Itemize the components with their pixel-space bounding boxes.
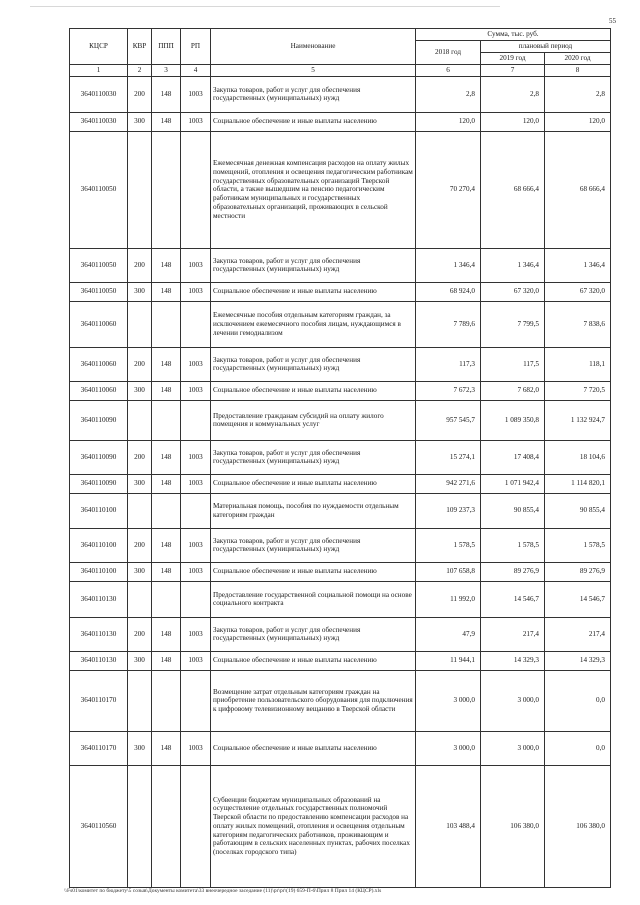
table-row: [70, 581, 611, 617]
rp-cell: 1003: [181, 440, 211, 474]
ppp-cell: [152, 301, 181, 347]
table-row: [70, 493, 611, 528]
kcsr-cell: 3640110130: [70, 617, 128, 651]
header-name: Наименование: [211, 29, 416, 65]
kcsr-cell: 3640110100: [70, 528, 128, 562]
rp-cell: 1003: [181, 112, 211, 131]
amount-2020-cell: 1 578,5: [545, 528, 611, 562]
table-row: [70, 112, 611, 131]
amount-2018-cell: 68 924,0: [416, 282, 481, 301]
amount-2019-cell: 2,8: [481, 76, 545, 112]
kvr-cell: 300: [128, 381, 152, 400]
amount-2018-cell: 957 545,7: [416, 400, 481, 440]
table-body: [70, 29, 611, 888]
table-row: [70, 670, 611, 731]
amount-2018-cell: 11 944,1: [416, 651, 481, 670]
ppp-cell: 148: [152, 651, 181, 670]
amount-2020-cell: 1 132 924,7: [545, 400, 611, 440]
amount-2019-cell: 117,5: [481, 347, 545, 381]
amount-2019-cell: 120,0: [481, 112, 545, 131]
header-amount: Сумма, тыс. руб.: [416, 29, 611, 41]
ppp-cell: [152, 400, 181, 440]
rp-cell: [181, 581, 211, 617]
table-row: [70, 381, 611, 400]
name-cell: Материальная помощь, пособия по нуждаемости отдельным категориям граждан: [211, 493, 416, 528]
header-kcsr: КЦСР: [70, 29, 128, 65]
header-kvr: КВР: [128, 29, 152, 65]
ppp-cell: 148: [152, 528, 181, 562]
table-row: [70, 765, 611, 887]
column-number-row: [70, 65, 611, 77]
table-row: [70, 562, 611, 581]
amount-2018-cell: 942 271,6: [416, 474, 481, 493]
amount-2018-cell: 11 992,0: [416, 581, 481, 617]
kvr-cell: [128, 301, 152, 347]
kcsr-cell: 3640110050: [70, 282, 128, 301]
kvr-cell: 300: [128, 112, 152, 131]
amount-2019-cell: 3 000,0: [481, 731, 545, 765]
name-cell: Социальное обеспечение и иные выплаты населению: [211, 282, 416, 301]
amount-2019-cell: 1 071 942,4: [481, 474, 545, 493]
kcsr-cell: 3640110050: [70, 248, 128, 282]
col-number: 7: [481, 65, 545, 77]
kcsr-cell: 3640110100: [70, 493, 128, 528]
rp-cell: [181, 131, 211, 248]
amount-2018-cell: 15 274,1: [416, 440, 481, 474]
kvr-cell: 200: [128, 347, 152, 381]
page-number: 55: [609, 17, 616, 25]
amount-2018-cell: 7 789,6: [416, 301, 481, 347]
rp-cell: 1003: [181, 248, 211, 282]
amount-2020-cell: 1 114 820,1: [545, 474, 611, 493]
rp-cell: [181, 493, 211, 528]
amount-2020-cell: 14 546,7: [545, 581, 611, 617]
amount-2019-cell: 1 346,4: [481, 248, 545, 282]
kvr-cell: 200: [128, 76, 152, 112]
table-row: [70, 617, 611, 651]
name-cell: Социальное обеспечение и иные выплаты населению: [211, 112, 416, 131]
amount-2020-cell: 0,0: [545, 670, 611, 731]
name-cell: Закупка товаров, работ и услуг для обеспечения государственных (муниципальных) нужд: [211, 76, 416, 112]
kvr-cell: 300: [128, 282, 152, 301]
amount-2020-cell: 2,8: [545, 76, 611, 112]
amount-2018-cell: 107 658,8: [416, 562, 481, 581]
amount-2019-cell: 3 000,0: [481, 670, 545, 731]
rp-cell: 1003: [181, 562, 211, 581]
col-number: 6: [416, 65, 481, 77]
rp-cell: 1003: [181, 474, 211, 493]
ppp-cell: 148: [152, 282, 181, 301]
name-cell: Предоставление государственной социальной помощи на основе социального контракта: [211, 581, 416, 617]
amount-2018-cell: 1 578,5: [416, 528, 481, 562]
table-row: [70, 76, 611, 112]
amount-2020-cell: 67 320,0: [545, 282, 611, 301]
amount-2019-cell: 14 329,3: [481, 651, 545, 670]
kvr-cell: 200: [128, 440, 152, 474]
amount-2019-cell: 1 578,5: [481, 528, 545, 562]
kvr-cell: 200: [128, 248, 152, 282]
amount-2018-cell: 3 000,0: [416, 731, 481, 765]
table-row: [70, 528, 611, 562]
kcsr-cell: 3640110090: [70, 400, 128, 440]
kvr-cell: 300: [128, 651, 152, 670]
header-2019: 2019 год: [481, 53, 545, 65]
kvr-cell: [128, 581, 152, 617]
rp-cell: [181, 400, 211, 440]
name-cell: Ежемесячные пособия отдельным категориям граждан, за исключением ежемесячного пособия лицам, нуждающимся в лечении гемодиализом: [211, 301, 416, 347]
col-number: 5: [211, 65, 416, 77]
kcsr-cell: 3640110130: [70, 651, 128, 670]
kvr-cell: 300: [128, 731, 152, 765]
kcsr-cell: 3640110060: [70, 381, 128, 400]
rp-cell: 1003: [181, 651, 211, 670]
name-cell: Социальное обеспечение и иные выплаты населению: [211, 562, 416, 581]
rp-cell: [181, 301, 211, 347]
kcsr-cell: 3640110170: [70, 670, 128, 731]
amount-2019-cell: 17 408,4: [481, 440, 545, 474]
header-row: [70, 29, 611, 41]
ppp-cell: [152, 493, 181, 528]
rp-cell: 1003: [181, 617, 211, 651]
amount-2020-cell: 90 855,4: [545, 493, 611, 528]
name-cell: Закупка товаров, работ и услуг для обеспечения государственных (муниципальных) нужд: [211, 440, 416, 474]
kvr-cell: [128, 131, 152, 248]
amount-2019-cell: 106 380,0: [481, 765, 545, 887]
table-row: [70, 131, 611, 248]
rp-cell: 1003: [181, 381, 211, 400]
kcsr-cell: 3640110030: [70, 112, 128, 131]
kcsr-cell: 3640110560: [70, 765, 128, 887]
amount-2018-cell: 7 672,3: [416, 381, 481, 400]
ppp-cell: [152, 765, 181, 887]
amount-2019-cell: 7 799,5: [481, 301, 545, 347]
kcsr-cell: 3640110170: [70, 731, 128, 765]
name-cell: Субвенции бюджетам муниципальных образований на осуществление отдельных государственных полномочий Тверской области по предоставлению компенсации расходов на оплату жилых помещений, отопления и освещения отдельным категориям педагогических работников, проживающим и работающим в сельских населенных пунктах, рабочих поселках (поселках городского типа): [211, 765, 416, 887]
ppp-cell: 148: [152, 347, 181, 381]
table-row: [70, 301, 611, 347]
amount-2019-cell: 68 666,4: [481, 131, 545, 248]
amount-2019-cell: 1 089 350,8: [481, 400, 545, 440]
name-cell: Предоставление гражданам субсидий на оплату жилого помещения и коммунальных услуг: [211, 400, 416, 440]
amount-2018-cell: 70 270,4: [416, 131, 481, 248]
amount-2020-cell: 18 104,6: [545, 440, 611, 474]
kvr-cell: [128, 670, 152, 731]
footer-file-path: \\Fs01\комитет по бюджету\5 созыв\Документы комитета\33 внеочередное заседание (11)\pr\pr\(19) 659-П-6\Прил 8 Прил 14 (КЦСР).xls: [64, 888, 382, 894]
col-number: 8: [545, 65, 611, 77]
rp-cell: 1003: [181, 528, 211, 562]
table-row: [70, 248, 611, 282]
ppp-cell: 148: [152, 76, 181, 112]
table-row: [70, 651, 611, 670]
kvr-cell: 200: [128, 528, 152, 562]
kcsr-cell: 3640110060: [70, 301, 128, 347]
ppp-cell: 148: [152, 440, 181, 474]
col-number: 2: [128, 65, 152, 77]
name-cell: Закупка товаров, работ и услуг для обеспечения государственных (муниципальных) нужд: [211, 617, 416, 651]
amount-2020-cell: 106 380,0: [545, 765, 611, 887]
kvr-cell: [128, 400, 152, 440]
col-number: 1: [70, 65, 128, 77]
amount-2018-cell: 2,8: [416, 76, 481, 112]
amount-2020-cell: 89 276,9: [545, 562, 611, 581]
kvr-cell: [128, 765, 152, 887]
table-row: [70, 731, 611, 765]
name-cell: Закупка товаров, работ и услуг для обеспечения государственных (муниципальных) нужд: [211, 528, 416, 562]
amount-2020-cell: 1 346,4: [545, 248, 611, 282]
amount-2020-cell: 0,0: [545, 731, 611, 765]
ppp-cell: 148: [152, 617, 181, 651]
kvr-cell: 300: [128, 562, 152, 581]
col-number: 3: [152, 65, 181, 77]
table-row: [70, 474, 611, 493]
table-row: [70, 282, 611, 301]
scan-artifact-line: [30, 6, 500, 7]
ppp-cell: [152, 131, 181, 248]
amount-2018-cell: 1 346,4: [416, 248, 481, 282]
amount-2019-cell: 7 682,0: [481, 381, 545, 400]
amount-2018-cell: 103 488,4: [416, 765, 481, 887]
amount-2019-cell: 14 546,7: [481, 581, 545, 617]
name-cell: Социальное обеспечение и иные выплаты населению: [211, 474, 416, 493]
table-row: [70, 347, 611, 381]
ppp-cell: [152, 581, 181, 617]
amount-2019-cell: 67 320,0: [481, 282, 545, 301]
rp-cell: [181, 765, 211, 887]
rp-cell: 1003: [181, 347, 211, 381]
amount-2020-cell: 7 838,6: [545, 301, 611, 347]
header-planned-period: плановый период: [481, 41, 611, 53]
budget-table: [69, 28, 611, 888]
name-cell: Ежемесячная денежная компенсация расходов на оплату жилых помещений, отопления и освещения педагогическим работникам государственных образовательных организаций Тверской области, а также вышедшим на пенсию педагогическим работникам муниципальных и государственных образовательных организаций, проживающих в сельской местности: [211, 131, 416, 248]
kcsr-cell: 3640110050: [70, 131, 128, 248]
amount-2020-cell: 68 666,4: [545, 131, 611, 248]
kcsr-cell: 3640110060: [70, 347, 128, 381]
ppp-cell: 148: [152, 381, 181, 400]
header-2018: 2018 год: [416, 41, 481, 65]
amount-2020-cell: 120,0: [545, 112, 611, 131]
header-ppp: ППП: [152, 29, 181, 65]
header-rp: РП: [181, 29, 211, 65]
amount-2018-cell: 47,9: [416, 617, 481, 651]
amount-2019-cell: 90 855,4: [481, 493, 545, 528]
amount-2020-cell: 118,1: [545, 347, 611, 381]
name-cell: Социальное обеспечение и иные выплаты населению: [211, 651, 416, 670]
amount-2019-cell: 217,4: [481, 617, 545, 651]
col-number: 4: [181, 65, 211, 77]
amount-2018-cell: 3 000,0: [416, 670, 481, 731]
kvr-cell: 300: [128, 474, 152, 493]
rp-cell: 1003: [181, 282, 211, 301]
ppp-cell: [152, 670, 181, 731]
amount-2018-cell: 109 237,3: [416, 493, 481, 528]
table-row: [70, 400, 611, 440]
table-row: [70, 440, 611, 474]
name-cell: Закупка товаров, работ и услуг для обеспечения государственных (муниципальных) нужд: [211, 248, 416, 282]
ppp-cell: 148: [152, 474, 181, 493]
kcsr-cell: 3640110100: [70, 562, 128, 581]
name-cell: Социальное обеспечение и иные выплаты населению: [211, 731, 416, 765]
kcsr-cell: 3640110130: [70, 581, 128, 617]
kvr-cell: 200: [128, 617, 152, 651]
ppp-cell: 148: [152, 731, 181, 765]
amount-2020-cell: 14 329,3: [545, 651, 611, 670]
amount-2020-cell: 217,4: [545, 617, 611, 651]
ppp-cell: 148: [152, 248, 181, 282]
amount-2019-cell: 89 276,9: [481, 562, 545, 581]
amount-2018-cell: 117,3: [416, 347, 481, 381]
kcsr-cell: 3640110090: [70, 440, 128, 474]
kcsr-cell: 3640110090: [70, 474, 128, 493]
rp-cell: [181, 670, 211, 731]
kcsr-cell: 3640110030: [70, 76, 128, 112]
amount-2018-cell: 120,0: [416, 112, 481, 131]
ppp-cell: 148: [152, 562, 181, 581]
ppp-cell: 148: [152, 112, 181, 131]
header-2020: 2020 год: [545, 53, 611, 65]
amount-2020-cell: 7 720,5: [545, 381, 611, 400]
name-cell: Социальное обеспечение и иные выплаты населению: [211, 381, 416, 400]
name-cell: Возмещение затрат отдельным категориям граждан на приобретение пользовательского оборудования для подключения к цифровому телевизионному вещанию в Тверской области: [211, 670, 416, 731]
kvr-cell: [128, 493, 152, 528]
rp-cell: 1003: [181, 731, 211, 765]
name-cell: Закупка товаров, работ и услуг для обеспечения государственных (муниципальных) нужд: [211, 347, 416, 381]
rp-cell: 1003: [181, 76, 211, 112]
